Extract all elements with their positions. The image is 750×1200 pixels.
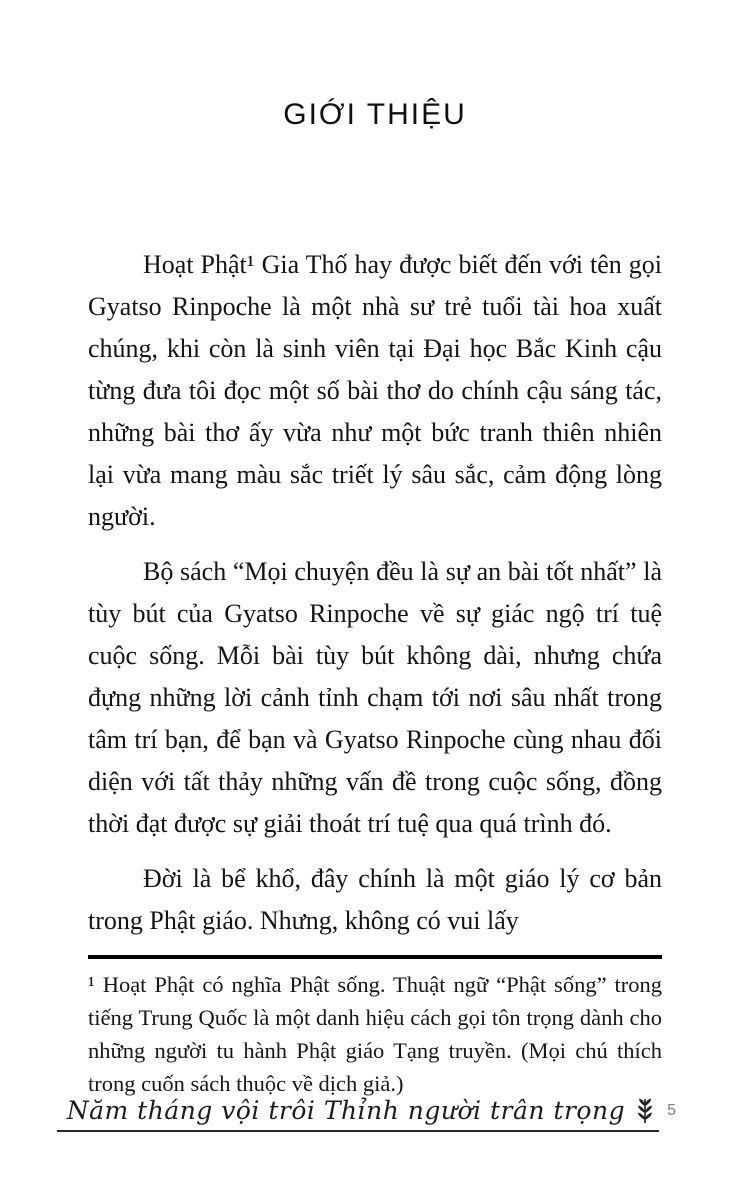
running-footer-text: Năm tháng vội trôi Thỉnh người trân trọng [66, 1096, 626, 1125]
footnote-text: ¹ Hoạt Phật có nghĩa Phật sống. Thuật ngữ “Phật sống” trong tiếng Trung Quốc là một danh hiệu cách gọi tôn trọng dành cho những người tu hành Phật giáo Tạng truyền. (Mọi chú thích trong cuốn sách thuộc về dịch giả.) [88, 972, 662, 1096]
footnote [88, 955, 662, 1100]
page-footer [57, 1096, 676, 1132]
running-footer [57, 1096, 659, 1132]
body-paragraph: Hoạt Phật¹ Gia Thố hay được biết đến với tên gọi Gyatso Rinpoche là một nhà sư trẻ tuổi tài hoa xuất chúng, khi còn là sinh viên tại Đại học Bắc Kinh cậu từng đưa tôi đọc một số bài thơ do chính cậu sáng tác, những bài thơ ấy vừa như một bức tranh thiên nhiên lại vừa mang màu sắc triết lý sâu sắc, cảm động lòng người. [88, 250, 662, 531]
body-text [88, 244, 662, 942]
sprig-icon [635, 1097, 655, 1125]
page-title: GIỚI THIỆU [283, 98, 467, 131]
body-paragraph: Đời là bể khổ, đây chính là một giáo lý cơ bản trong Phật giáo. Nhưng, không có vui lấy [88, 864, 662, 935]
page-number: 5 [667, 1102, 676, 1119]
body-paragraph: Bộ sách “Mọi chuyện đều là sự an bài tốt nhất” là tùy bút của Gyatso Rinpoche về sự giác ngộ trí tuệ cuộc sống. Mỗi bài tùy bút không dài, nhưng chứa đựng những lời cảnh tỉnh chạm tới nơi sâu nhất trong tâm trí bạn, để bạn và Gyatso Rinpoche cùng nhau đối diện với tất thảy những vấn đề trong cuộc sống, đồng thời đạt được sự giải thoát trí tuệ qua quá trình đó. [88, 557, 662, 838]
